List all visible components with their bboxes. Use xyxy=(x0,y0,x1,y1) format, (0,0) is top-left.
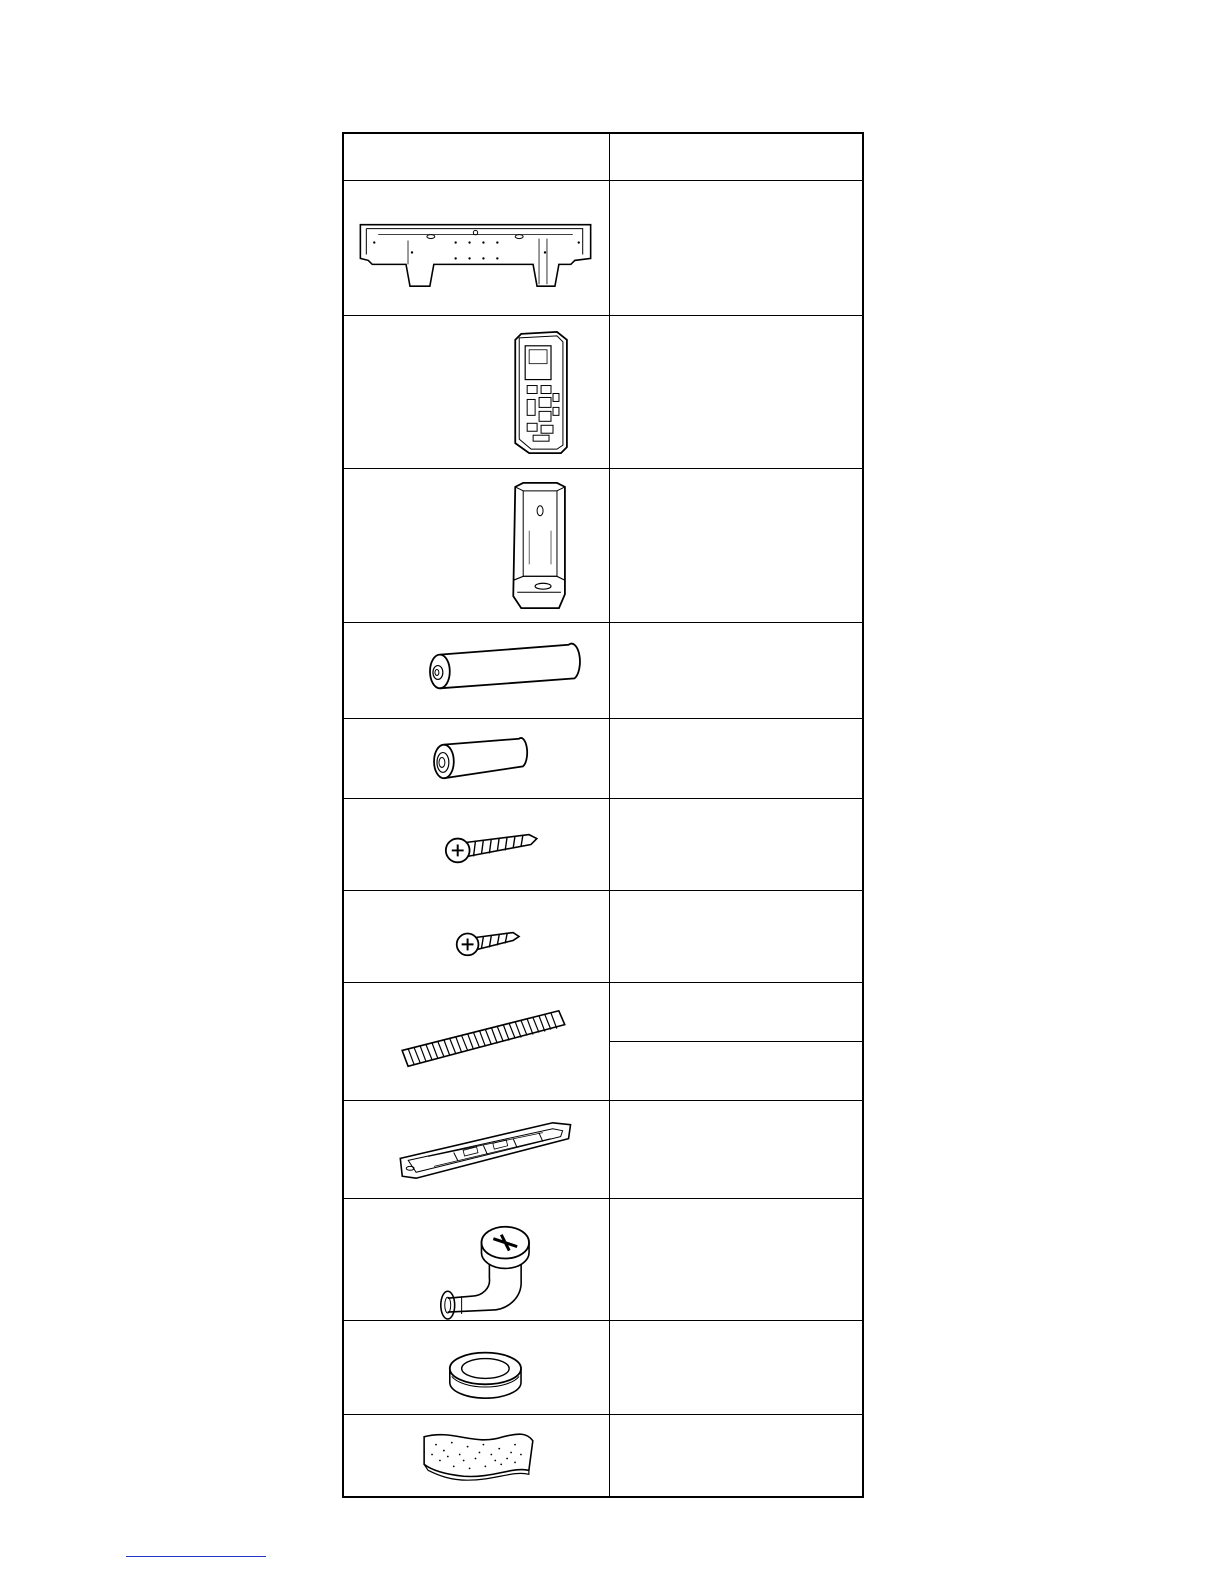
table-header-row xyxy=(344,134,862,182)
table-row xyxy=(344,1198,862,1320)
drain-cap-icon xyxy=(344,1321,609,1414)
part-image-cell xyxy=(344,469,610,622)
table-row xyxy=(344,1100,862,1198)
table-row xyxy=(344,890,862,982)
mounting-plate-icon xyxy=(344,181,609,315)
table-row xyxy=(344,1320,862,1414)
accessory-parts-table xyxy=(342,132,864,1498)
table-row xyxy=(344,622,862,718)
table-row xyxy=(344,798,862,890)
part-image-cell xyxy=(344,181,610,315)
part-image-cell xyxy=(344,983,610,1100)
table-row xyxy=(344,180,862,315)
part-image-cell xyxy=(344,1199,610,1320)
remote-controller-icon xyxy=(344,316,609,468)
part-image-cell xyxy=(344,623,610,718)
short-screw-icon xyxy=(344,891,609,982)
large-battery-icon xyxy=(344,623,609,718)
table-row xyxy=(344,315,862,468)
table-row xyxy=(344,468,862,622)
drain-elbow-icon xyxy=(344,1199,609,1320)
table-row xyxy=(344,718,862,798)
part-desc-cell xyxy=(610,1199,862,1320)
part-image-cell xyxy=(344,316,610,468)
part-desc-cell xyxy=(610,316,862,468)
insulation-pad-icon xyxy=(344,1415,609,1498)
part-desc-cell xyxy=(610,1101,862,1198)
footnote-rule xyxy=(126,1556,266,1557)
part-image-cell xyxy=(344,1101,610,1198)
table-row xyxy=(344,982,862,1100)
part-image-cell xyxy=(344,1415,610,1498)
remote-holder-icon xyxy=(344,469,609,622)
header-part-cell xyxy=(344,134,610,182)
part-desc-cell xyxy=(610,799,862,890)
part-desc-cell xyxy=(610,1321,862,1414)
part-image-cell xyxy=(344,719,610,798)
long-screw-icon xyxy=(344,799,609,890)
part-desc-cell xyxy=(610,891,862,982)
part-desc-cell xyxy=(610,469,862,622)
part-desc-cell xyxy=(610,181,862,315)
part-image-cell xyxy=(344,891,610,982)
part-desc-cell xyxy=(610,623,862,718)
part-desc-cell xyxy=(610,719,862,798)
header-qty-cell xyxy=(610,134,862,182)
small-battery-icon xyxy=(344,719,609,798)
part-desc-cell xyxy=(610,1415,862,1498)
part-image-cell xyxy=(344,1321,610,1414)
part-image-cell xyxy=(344,799,610,890)
cell-divider xyxy=(610,1041,862,1042)
air-filter-icon xyxy=(344,1101,609,1198)
table-row xyxy=(344,1414,862,1498)
filter-strip-icon xyxy=(344,983,609,1100)
